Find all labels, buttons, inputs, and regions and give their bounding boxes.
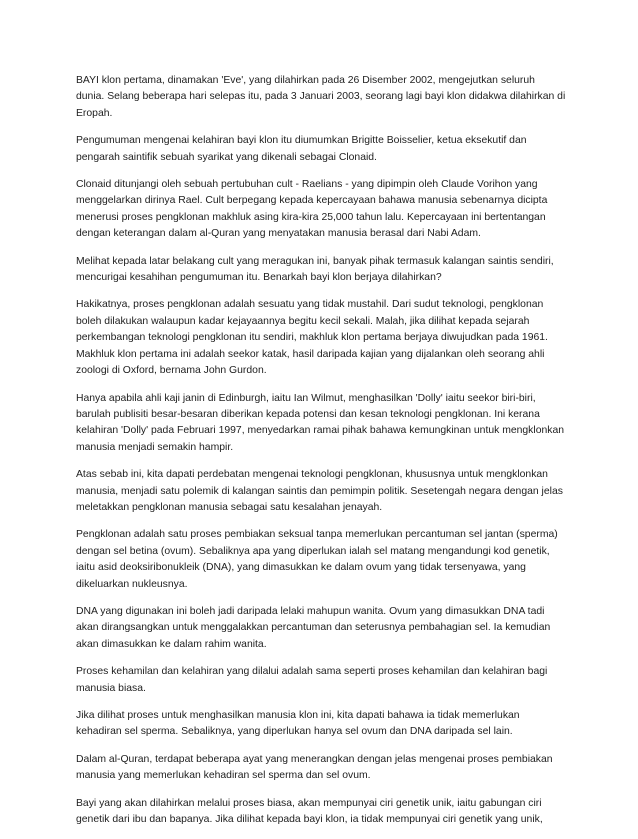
paragraph-3: Clonaid ditunjangi oleh sebuah pertubuhan cult - Raelians - yang dipimpin oleh Claude Vorihon yang menggelarkan dirinya Rael. Cult berpegang kepada kepercayaan bahawa manusia sebenarnya dicipta menerusi proses pengklonan makhluk asing kira-kira 25,000 tahun lalu. Kepercayaan ini bertentangan dengan keterangan dalam al-Quran yang menyatakan manusia berasal dari Nabi Adam. [76, 179, 548, 240]
document-body [76, 73, 566, 839]
paragraph-10: Proses kehamilan dan kelahiran yang dilalui adalah sama seperti proses kehamilan dan kelahiran bagi manusia biasa. [76, 666, 548, 694]
paragraph-6: Hanya apabila ahli kaji janin di Edinburgh, iaitu Ian Wilmut, menghasilkan 'Dolly' iaitu seekor biri-biri, barulah publisiti besar-besaran diberikan kepada potensi dan kesan teknologi pengklonan. Ini kerana kelahiran 'Dolly' pada Februari 1997, menyedarkan ramai pihak bahawa kemungkinan untuk mengklonkan manusia menjadi semakin hampir. [76, 392, 564, 453]
paragraph-2: Pengumuman mengenai kelahiran bayi klon itu diumumkan Brigitte Boisselier, ketua eksekutif dan pengarah saintifik sebuah syarikat yang dikenali sebagai Clonaid. [76, 135, 527, 163]
paragraph-1: BAYI klon pertama, dinamakan 'Eve', yang dilahirkan pada 26 Disember 2002, mengejutkan seluruh dunia. Selang beberapa hari selepas itu, pada 3 Januari 2003, seorang lagi bayi klon didakwa dilahirkan di Eropah. [76, 75, 566, 119]
paragraph-4: Melihat kepada latar belakang cult yang meragukan ini, banyak pihak termasuk kalangan saintis sendiri, mencurigai kesahihan pengumuman itu. Benarkah bayi klon berjaya dilahirkan? [76, 255, 554, 284]
paragraph-7: Atas sebab ini, kita dapati perdebatan mengenai teknologi pengklonan, khususnya untuk mengklonkan manusia, menjadi satu polemik di kalangan saintis dan pemimpin politik. Sesetengah negara dengan jelas meletakkan pengklonan manusia sebagai satu kesalahan jenayah. [76, 469, 563, 513]
paragraph-11: Jika dilihat proses untuk menghasilkan manusia klon ini, kita dapati bahawa ia tidak memerlukan kehadiran sel sperma. Sebaliknya, yang diperlukan hanya sel ovum dan DNA daripada sel lain. [76, 710, 520, 738]
paragraph-8: Pengklonan adalah satu proses pembiakan seksual tanpa memerlukan percantuman sel jantan (sperma) dengan sel betina (ovum). Sebaliknya apa yang diperlukan ialah sel matang mengandungi kod genetik, iaitu asid deoksiribonukleik (DNA), yang dimasukkan ke dalam ovum yang tidak tersenyawa, yang dikeluarkan nukleusnya. [76, 529, 558, 590]
paragraph-13: Bayi yang akan dilahirkan melalui proses biasa, akan mempunyai ciri genetik unik, iaitu gabungan ciri genetik dari ibu dan bapanya. Jika dilihat kepada bayi klon, ia tidak mempunyai ciri genetik yang unik, [76, 797, 543, 826]
paragraph-12: Dalam al-Quran, terdapat beberapa ayat yang menerangkan dengan jelas mengenai proses pembiakan manusia yang memerlukan kehadiran sel sperma dan sel ovum. [76, 753, 553, 782]
paragraph-5: Hakikatnya, proses pengklonan adalah sesuatu yang tidak mustahil. Dari sudut teknologi, pengklonan boleh dilakukan walaupun kadar kejayaannya begitu kecil sekali. Malah, jika dilihat kepada sejarah perkembangan teknologi pengklonan itu sendiri, makhluk klon pertama berjaya diwujudkan pada 1961. Makhluk klon pertama ini adalah seekor katak, hasil daripada kajian yang dijalankan oleh seorang ahli zoologi di Oxford, bernama John Gurdon. [76, 299, 548, 377]
paragraph-9: DNA yang digunakan ini boleh jadi daripada lelaki mahupun wanita. Ovum yang dimasukkan DNA tadi akan dirangsangkan untuk menggalakkan percantuman dan seterusnya pembahagian sel. Ia kemudian akan dimasukkan ke dalam rahim wanita. [76, 605, 551, 650]
